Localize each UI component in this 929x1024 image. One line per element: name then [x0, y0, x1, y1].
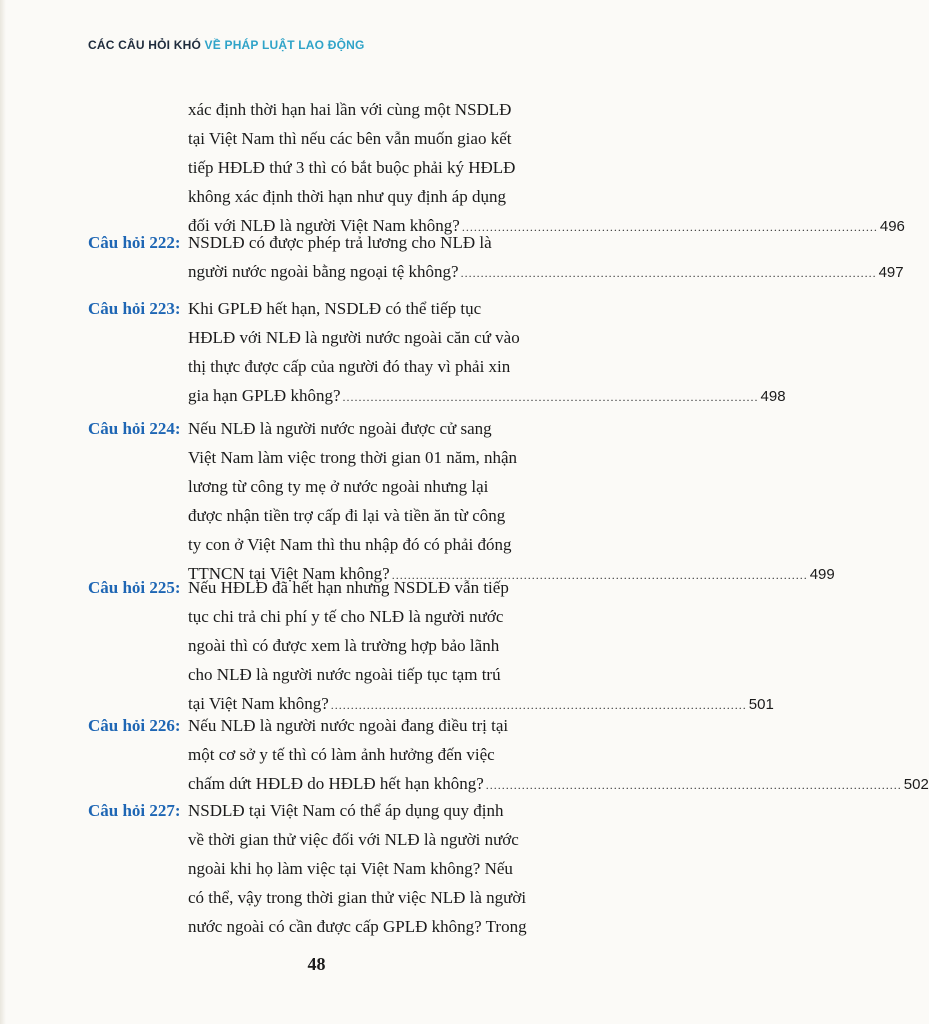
toc-line: được nhận tiền trợ cấp đi lại và tiền ăn từ công: [188, 506, 506, 525]
toc-line: tiếp HĐLĐ thứ 3 thì có bắt buộc phải ký HĐLĐ: [188, 158, 516, 177]
toc-line: ngoài khi họ làm việc tại Việt Nam không? Nếu: [188, 859, 513, 878]
toc-leader-line: [188, 257, 904, 286]
toc-line: tại Việt Nam thì nếu các bên vẫn muốn giao kết: [188, 129, 512, 148]
toc-line: có thể, vậy trong thời gian thử việc NLĐ là người: [188, 888, 527, 907]
toc-line: không xác định thời hạn như quy định áp dụng: [188, 187, 507, 206]
leader-dots: ........................................................................................................: [342, 390, 759, 404]
toc-line: nước ngoài có cần được cấp GPLĐ không? Trong: [188, 917, 527, 936]
toc-entry-text: [188, 711, 929, 798]
toc-line: cho NLĐ là người nước ngoài tiếp tục tạm trú: [188, 665, 501, 684]
page-number: 48: [307, 954, 326, 974]
toc-line: về thời gian thử việc đối với NLĐ là người nước: [188, 830, 519, 849]
question-label: Câu hỏi 227:: [88, 801, 181, 820]
toc-line: Nếu NLĐ là người nước ngoài đang điều trị tại: [188, 716, 509, 735]
toc-line: HĐLĐ với NLĐ là người nước ngoài căn cứ vào: [188, 328, 520, 347]
page-edge-shadow: [0, 0, 6, 1024]
question-label: Câu hỏi 225:: [88, 578, 181, 597]
toc-line: Nếu HĐLĐ đã hết hạn nhưng NSDLĐ vẫn tiếp: [188, 578, 509, 597]
toc-line-last: đối với NLĐ là người Việt Nam không?: [188, 216, 460, 235]
toc-line-last: TTNCN tại Việt Nam không?: [188, 564, 390, 583]
toc-leader-line: [188, 769, 929, 798]
header-title-part2: VỀ PHÁP LUẬT LAO ĐỘNG: [204, 38, 365, 52]
running-header: [88, 38, 365, 52]
question-label: Câu hỏi 226:: [88, 716, 181, 735]
toc-page-number[interactable]: 498: [760, 388, 786, 405]
header-title-part1: CÁC CÂU HỎI KHÓ: [88, 38, 201, 52]
toc-entry-text: [188, 796, 568, 941]
toc-line: ty con ở Việt Nam thì thu nhập đó có phải đóng: [188, 535, 512, 554]
toc-line: Việt Nam làm việc trong thời gian 01 năm, nhận: [188, 448, 518, 467]
toc-page-number[interactable]: 499: [809, 566, 835, 583]
toc-line: NSDLĐ tại Việt Nam có thể áp dụng quy định: [188, 801, 504, 820]
toc-entry-text: [188, 573, 774, 718]
question-label: Câu hỏi 223:: [88, 299, 181, 318]
toc-line-last: người nước ngoài bằng ngoại tệ không?: [188, 262, 459, 281]
toc-page-number[interactable]: 501: [748, 696, 774, 713]
toc-leader-line: [188, 381, 786, 410]
toc-line-last: chấm dứt HĐLĐ do HĐLĐ hết hạn không?: [188, 774, 484, 793]
toc-entry-text: [188, 95, 905, 240]
toc-entry-text: [188, 414, 835, 588]
toc-line: lương từ công ty mẹ ở nước ngoài nhưng lại: [188, 477, 489, 496]
leader-dots: ........................................................................................................: [485, 778, 902, 792]
toc-line: thị thực được cấp của người đó thay vì phải xin: [188, 357, 511, 376]
toc-page-number[interactable]: 497: [878, 264, 904, 281]
toc-line: Nếu NLĐ là người nước ngoài được cử sang: [188, 419, 492, 438]
leader-dots: ........................................................................................................: [330, 698, 747, 712]
question-label: Câu hỏi 224:: [88, 419, 181, 438]
question-label: Câu hỏi 222:: [88, 233, 181, 252]
toc-line: NSDLĐ có được phép trả lương cho NLĐ là: [188, 233, 492, 252]
toc-line: tục chi trả chi phí y tế cho NLĐ là người nước: [188, 607, 504, 626]
toc-line: Khi GPLĐ hết hạn, NSDLĐ có thể tiếp tục: [188, 299, 482, 318]
leader-dots: ........................................................................................................: [460, 266, 877, 280]
toc-entry-text: [188, 228, 904, 286]
leader-dots: ........................................................................................................: [391, 568, 808, 582]
toc-line-last: gia hạn GPLĐ không?: [188, 386, 341, 405]
toc-page-number[interactable]: 502: [903, 776, 929, 793]
toc-entry-text: [188, 294, 786, 410]
leader-dots: ........................................................................................................: [461, 220, 878, 234]
toc-line: xác định thời hạn hai lần với cùng một NSDLĐ: [188, 100, 512, 119]
toc-line: ngoài thì có được xem là trường hợp bảo lãnh: [188, 636, 500, 655]
toc-line-last: tại Việt Nam không?: [188, 694, 329, 713]
toc-line: một cơ sở y tế thì có làm ảnh hưởng đến việc: [188, 745, 495, 764]
toc-page-number[interactable]: 496: [879, 218, 905, 235]
